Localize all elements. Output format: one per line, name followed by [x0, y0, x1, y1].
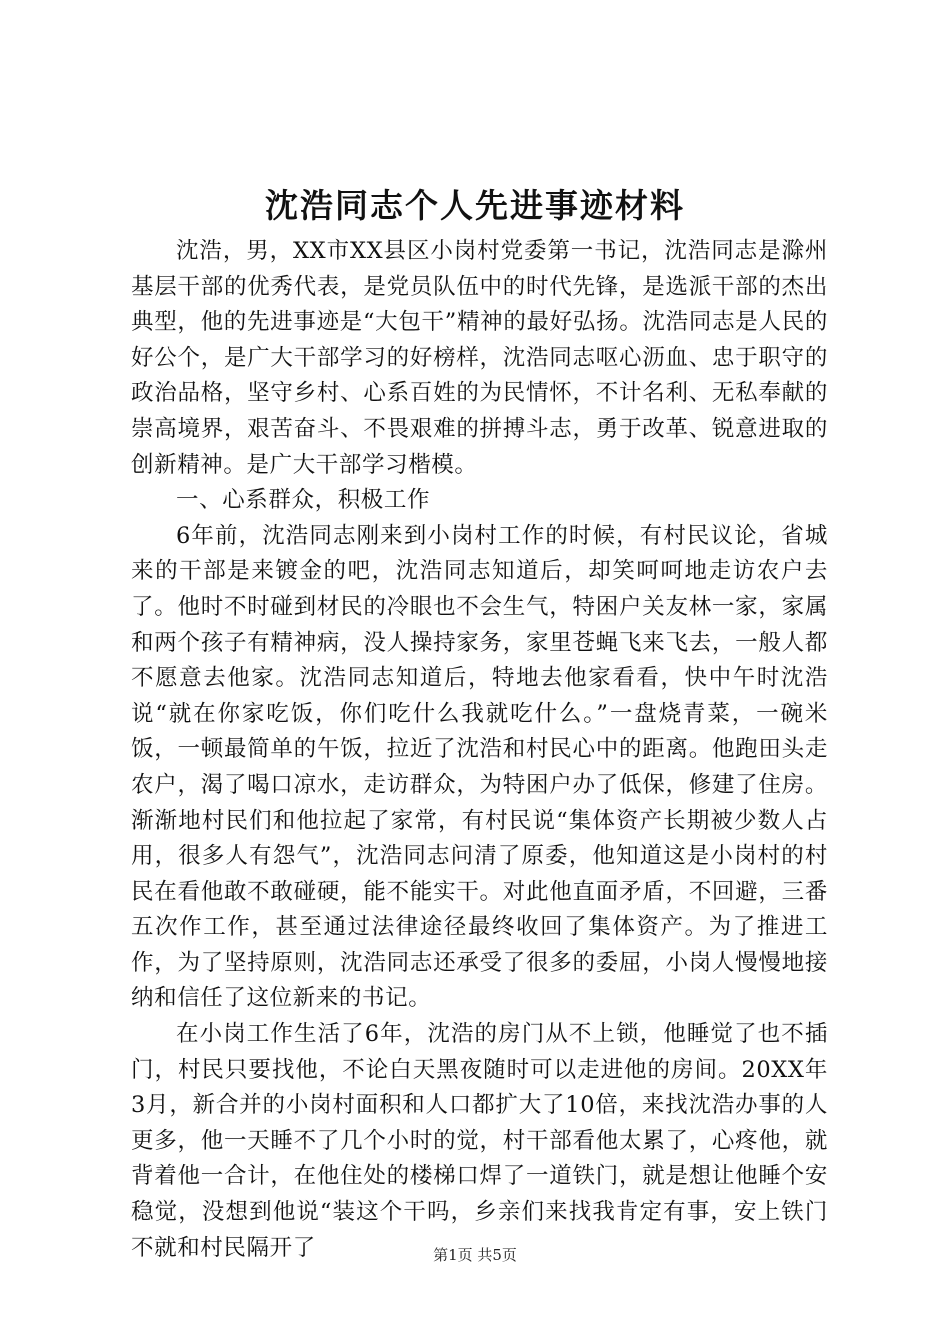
- paragraph-intro: 沈浩，男，XX市XX县区小岗村党委第一书记，沈浩同志是滁州基层干部的优秀代表，是党员队伍中的时代先锋，是选派干部的杰出典型，他的先进事迹是“大包干”精神的最好弘扬。沈浩同志是人民的好公个，是广大干部学习的好榜样，沈浩同志呕心沥血、忠于职守的政治品格，坚守乡村、心系百姓的为民情怀，不计名利、无私奉献的崇高境界，艰苦奋斗、不畏艰难的拼搏斗志，勇于改革、锐意进取的创新精神。是广大干部学习楷模。: [131, 238, 828, 478]
- page-footer: 第1页 共5页: [433, 1246, 517, 1264]
- paragraph-section-one: 6年前，沈浩同志刚来到小岗村工作的时候，有村民议论，省城来的干部是来镀金的吧，沈浩同志知道后，却笑呵呵地走访农户去了。他时不时碰到材民的冷眼也不会生气，特困户关友林一家，家属和两个孩子有精神病，没人操持家务，家里苍蝇飞来飞去，一般人都不愿意去他家。沈浩同志知道后，特地去他家看看，快中午时沈浩说“就在你家吃饭，你们吃什么我就吃什么。”一盘烧青菜，一碗米饭，一顿最简单的午饭，拉近了沈浩和村民心中的距离。他跑田头走农户，渴了喝口凉水，走访群众，为特困户办了低保，修建了住房。渐渐地村民们和他拉起了家常，有村民说“集体资产长期被少数人占用，很多人有怨气”，沈浩同志问清了原委，他知道这是小岗村的村民在看他敢不敢碰硬，能不能实干。对此他直面矛盾，不回避，三番五次作工作，甚至通过法律途径最终收回了集体资产。为了推进工作，为了坚持原则，沈浩同志还承受了很多的委屈，小岗人慢慢地接纳和信任了这位新来的书记。: [131, 522, 828, 1012]
- document-body: [131, 234, 828, 1266]
- paragraph-xiaogang-life: 在小岗工作生活了6年，沈浩的房门从不上锁，他睡觉了也不插门，村民只要找他，不论白天黑夜随时可以走进他的房间。20XX年3月，新合并的小岗村面积和人口都扩大了10倍，来找沈浩办事的人更多，他一天睡不了几个小时的觉，村干部看他太累了，心疼他，就背着他一合计，在他住处的楼梯口焊了一道铁门，就是想让他睡个安稳觉，没想到他说“装这个干吗，乡亲们来找我肯定有事，安上铁门不就和村民隔开了: [131, 1021, 828, 1261]
- document-title: 沈浩同志个人先进事迹材料: [265, 186, 685, 225]
- section-heading: 一、心系群众，积极工作: [176, 487, 431, 514]
